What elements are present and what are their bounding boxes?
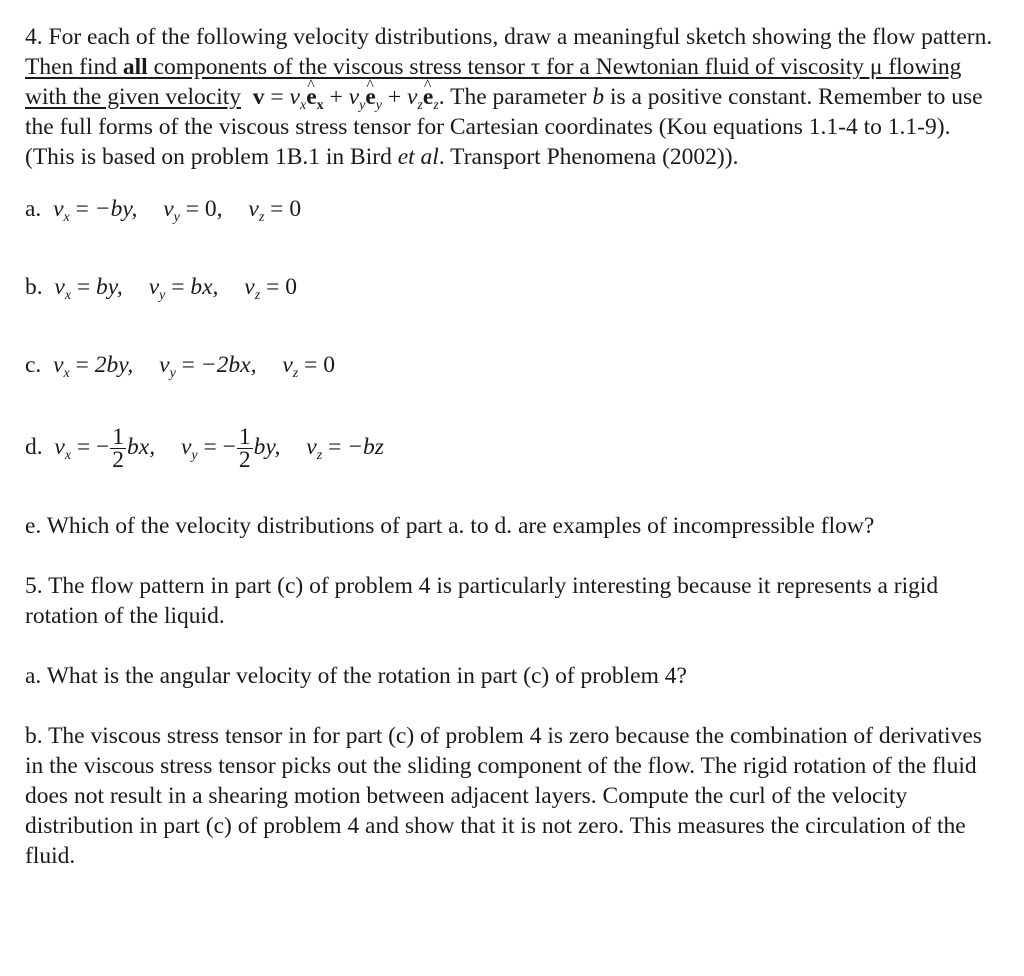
problem-4-underlined-instruction: Then find all components of the viscous stress tensor τ for a Newtonian fluid of viscosity μ flowing with the given velocity	[25, 54, 962, 110]
fraction-one-half: $\frac{1}{2}$	[238, 424, 251, 473]
fraction-one-half: $\frac{1}{2}$	[112, 424, 125, 473]
problem-4-intro: 4. For each of the following velocity distributions, draw a meaningful sketch showing the flow pattern. Then find all components of the viscous stress tensor τ for a Newtonian fluid of viscosity μ flowing with the given velocity $v = v_x\^{}$ $e_x$ + $v_y\^{}$ $e_y$ + $v_z\^{}$ $e_z$. The parameter b is a positive constant. Remember to use the full forms of the viscous stress tensor for Cartesian coordinates (Kou equations 1.1-4 to 1.1-9). (This is based on problem 1B.1 in Bird et al. Transport Phenomena (2002)).	[25, 22, 994, 172]
emphasis-all: all	[122, 54, 148, 80]
part-4b: b. $v_x$ = by, $v_y$ = bx, $v_z = 0$	[25, 274, 297, 303]
velocity-vector-equation: $v = v_x\^{}$ $e_x$ + $v_y\^{}$ $e_y$ + $v_z\^{}$ $e_z$	[247, 84, 439, 110]
part-4e: e. Which of the velocity distributions of part a. to d. are examples of incompressible flow?	[25, 513, 875, 539]
problem-4-sentence-1: 4. For each of the following velocity distributions, draw a meaningful sketch showing the flow pattern.	[25, 24, 993, 50]
part-4a: a. $v_x = -by$, $v_y = 0$, $v_z = 0$	[25, 196, 302, 225]
part-4d: d. $v_x$ = − $\frac{1}{2}$ bx, $v_y$ = − $\frac{1}{2}$ by, $v_z = -bz$	[25, 424, 384, 473]
part-5b: b. The viscous stress tensor in for part (c) of problem 4 is zero because the combination of derivatives in the viscous stress tensor picks out the sliding component of the flow. The rigid rotation of the fluid does not result in a shearing motion between adjacent layers. Compute the curl of the velocity distribution in part (c) of problem 4 and show that it is not zero. This measures the circulation of the fluid.	[25, 723, 982, 869]
part-5a: a. What is the angular velocity of the rotation in part (c) of problem 4?	[25, 663, 687, 689]
parameter-b: b	[592, 84, 605, 110]
problem-5-intro: 5. The flow pattern in part (c) of problem 4 is particularly interesting because it represents a rigid rotation of the liquid.	[25, 573, 939, 629]
part-4c: c. $v_x = 2by$, $v_y = -2bx$, $v_z = 0$	[25, 352, 335, 381]
